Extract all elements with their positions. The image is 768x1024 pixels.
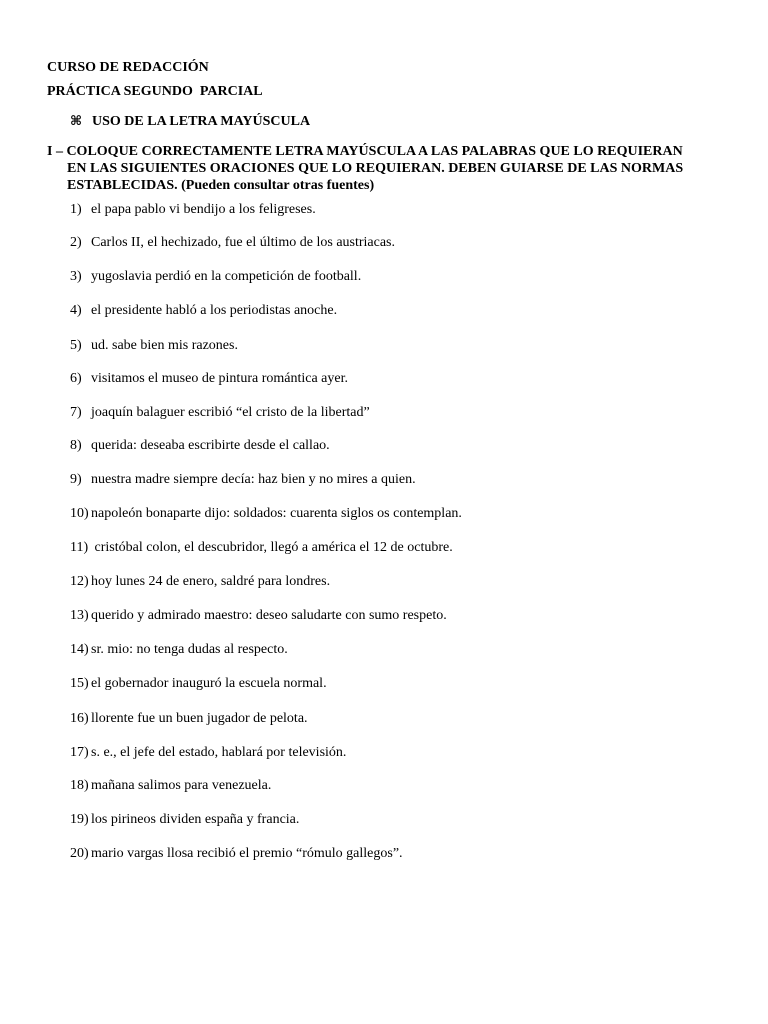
- instruction-paragraph: [47, 143, 737, 194]
- exercise-text: los pirineos dividen españa y francia.: [91, 812, 300, 827]
- exercise-text: llorente fue un buen jugador de pelota.: [91, 711, 308, 726]
- exercise-item: [70, 437, 330, 455]
- exercise-text: visitamos el museo de pintura romántica ayer.: [91, 371, 348, 386]
- exercise-text: el gobernador inauguró la escuela normal.: [91, 676, 327, 691]
- exercise-item: [70, 201, 316, 219]
- exercise-item: [70, 505, 462, 523]
- exercise-text: querido y admirado maestro: deseo saludarte con sumo respeto.: [91, 608, 447, 623]
- practice-title: PRÁCTICA SEGUNDO PARCIAL: [47, 84, 263, 99]
- section-heading-text: USO DE LA LETRA MAYÚSCULA: [92, 114, 311, 129]
- exercise-item: [70, 607, 447, 625]
- exercise-number: 15): [70, 676, 89, 691]
- exercise-text: mario vargas llosa recibió el premio “rómulo gallegos”.: [91, 846, 403, 861]
- exercise-item: [70, 744, 346, 762]
- exercise-number: 4): [70, 303, 82, 318]
- exercise-number: 13): [70, 608, 89, 623]
- exercise-text: ud. sabe bien mis razones.: [91, 338, 238, 353]
- exercise-text: napoleón bonaparte dijo: soldados: cuarenta siglos os contemplan.: [91, 506, 462, 521]
- exercise-number: 8): [70, 438, 82, 453]
- exercise-number: 18): [70, 778, 89, 793]
- exercise-item: [70, 811, 299, 829]
- exercise-number: 19): [70, 812, 89, 827]
- exercise-item: [70, 777, 271, 795]
- exercise-text: mañana salimos para venezuela.: [91, 778, 272, 793]
- exercise-item: [70, 539, 453, 557]
- exercise-item: [70, 268, 361, 286]
- exercise-item: [70, 573, 330, 591]
- exercise-text: hoy lunes 24 de enero, saldré para londres.: [91, 574, 331, 589]
- exercise-item: [70, 471, 416, 489]
- section-heading: [70, 113, 310, 131]
- exercise-item: [70, 370, 348, 388]
- exercise-number: 17): [70, 745, 89, 760]
- exercise-number: 6): [70, 371, 82, 386]
- command-key-icon: ⌘: [70, 114, 83, 129]
- exercise-item: [70, 234, 395, 252]
- exercise-text: joaquín balaguer escribió “el cristo de la libertad”: [91, 405, 370, 420]
- exercise-item: [70, 845, 403, 863]
- exercise-number: 5): [70, 338, 82, 353]
- exercise-number: 11): [70, 540, 89, 555]
- exercise-item: [70, 675, 327, 693]
- exercise-number: 7): [70, 405, 82, 420]
- exercise-number: 16): [70, 711, 89, 726]
- instruction-line-1: I – COLOQUE CORRECTAMENTE LETRA MAYÚSCULA A LAS PALABRAS QUE LO REQUIERAN: [47, 144, 683, 159]
- exercise-text: cristóbal colon, el descubridor, llegó a américa el 12 de octubre.: [91, 540, 453, 555]
- exercise-item: [70, 302, 337, 320]
- exercise-text: el presidente habló a los periodistas anoche.: [91, 303, 338, 318]
- exercise-number: 9): [70, 472, 82, 487]
- exercise-number: 3): [70, 269, 82, 284]
- exercise-text: querida: deseaba escribirte desde el callao.: [91, 438, 330, 453]
- instruction-line-3: ESTABLECIDAS. (Pueden consultar otras fuentes): [67, 178, 375, 193]
- exercise-number: 2): [70, 235, 82, 250]
- exercise-number: 14): [70, 642, 89, 657]
- exercise-text: yugoslavia perdió en la competición de football.: [91, 269, 362, 284]
- exercise-number: 10): [70, 506, 89, 521]
- exercise-text: el papa pablo vi bendijo a los feligreses.: [91, 202, 316, 217]
- exercise-item: [70, 641, 288, 659]
- exercise-text: Carlos II, el hechizado, fue el último de los austriacas.: [91, 235, 396, 250]
- exercise-item: [70, 337, 238, 355]
- exercise-text: sr. mio: no tenga dudas al respecto.: [91, 642, 288, 657]
- exercise-text: nuestra madre siempre decía: haz bien y no mires a quien.: [91, 472, 416, 487]
- exercise-item: [70, 404, 370, 422]
- exercise-number: 1): [70, 202, 82, 217]
- exercise-text: s. e., el jefe del estado, hablará por televisión.: [91, 745, 347, 760]
- instruction-line-2: EN LAS SIGUIENTES ORACIONES QUE LO REQUIERAN. DEBEN GUIARSE DE LAS NORMAS: [67, 161, 684, 176]
- exercise-item: [70, 710, 308, 728]
- course-title: CURSO DE REDACCIÓN: [47, 60, 209, 75]
- exercise-number: 12): [70, 574, 89, 589]
- exercise-number: 20): [70, 846, 89, 861]
